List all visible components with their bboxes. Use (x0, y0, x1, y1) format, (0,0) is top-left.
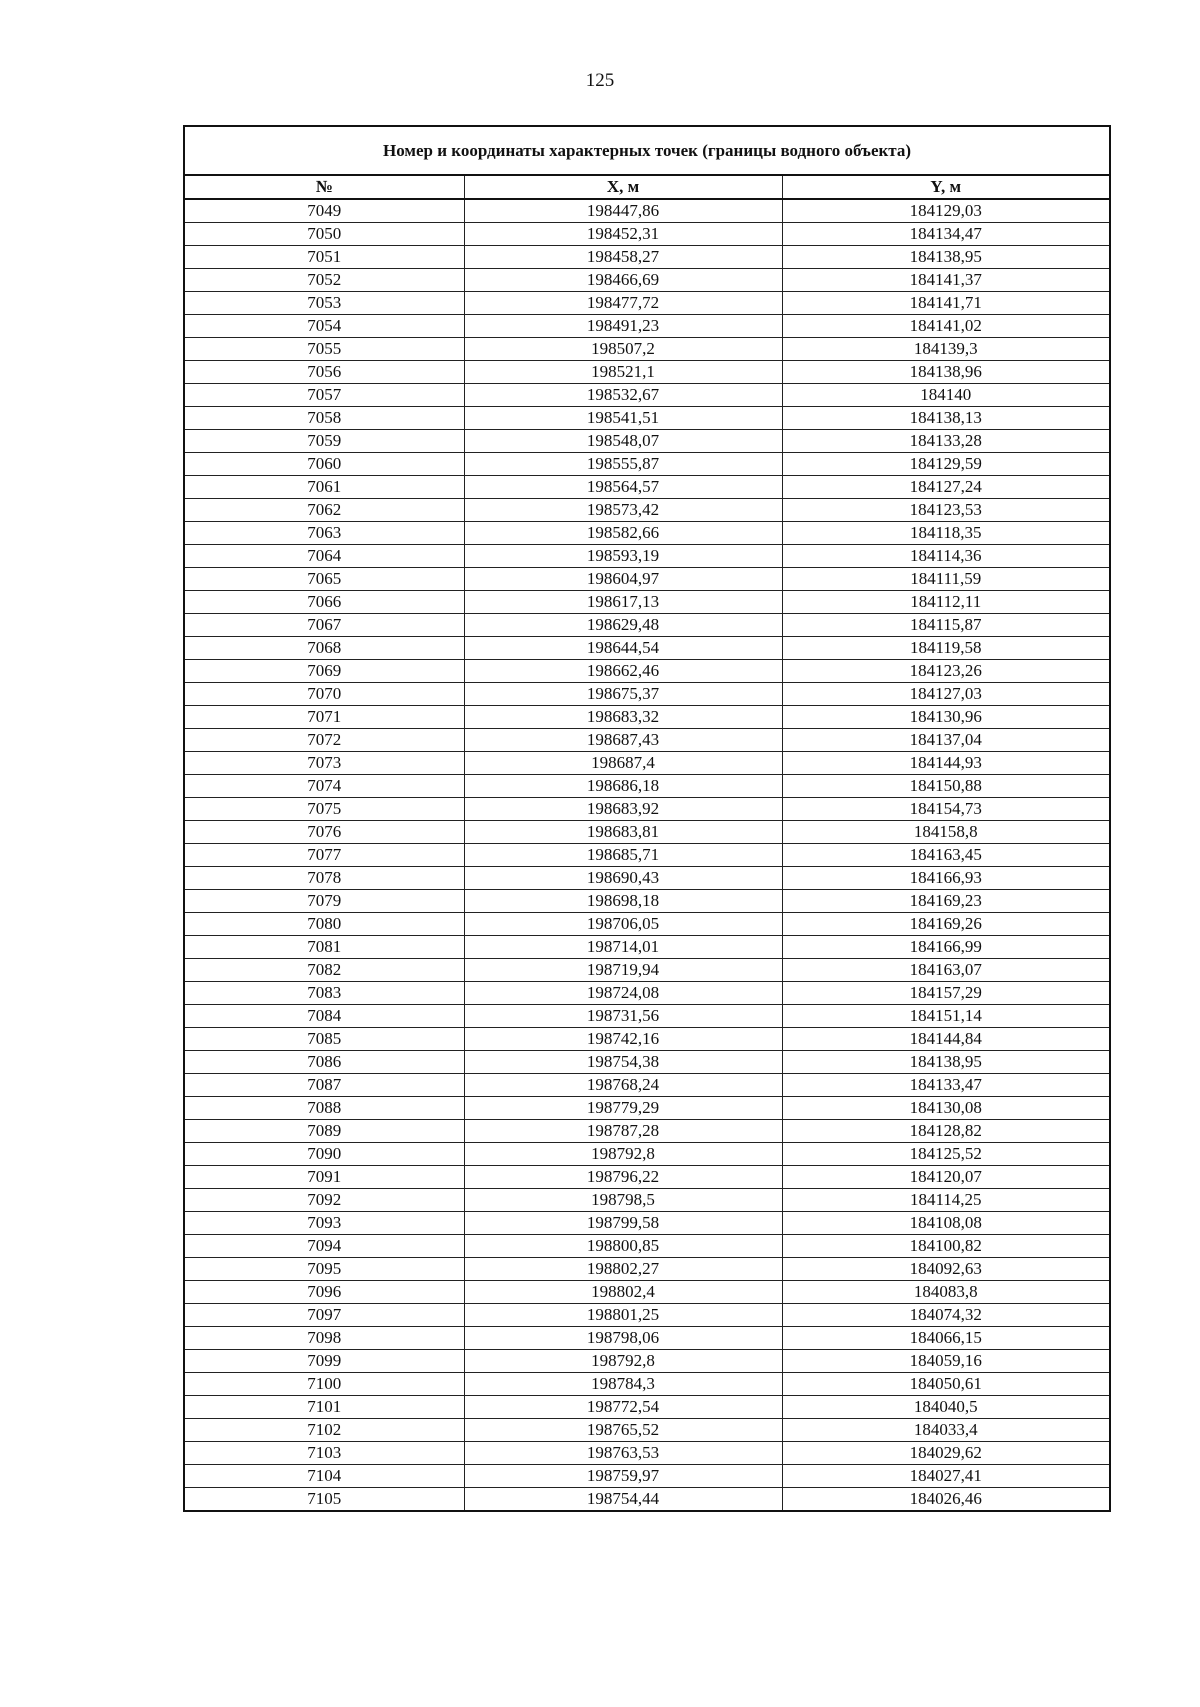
table-row (184, 890, 1110, 913)
table-row (184, 614, 1110, 637)
table-row (184, 798, 1110, 821)
cell-x: 198686,18 (464, 775, 782, 798)
table-row (184, 430, 1110, 453)
table-row (184, 1028, 1110, 1051)
table-row (184, 545, 1110, 568)
cell-x: 198477,72 (464, 292, 782, 315)
cell-number: 7083 (184, 982, 464, 1005)
table-row (184, 568, 1110, 591)
cell-number: 7050 (184, 223, 464, 246)
table-row (184, 1350, 1110, 1373)
cell-number: 7056 (184, 361, 464, 384)
table-row (184, 1373, 1110, 1396)
cell-y: 184111,59 (782, 568, 1110, 591)
cell-x: 198521,1 (464, 361, 782, 384)
cell-x: 198754,38 (464, 1051, 782, 1074)
cell-y: 184114,36 (782, 545, 1110, 568)
table-row (184, 384, 1110, 407)
cell-x: 198617,13 (464, 591, 782, 614)
cell-number: 7070 (184, 683, 464, 706)
table-row (184, 637, 1110, 660)
cell-y: 184141,02 (782, 315, 1110, 338)
cell-number: 7088 (184, 1097, 464, 1120)
cell-number: 7091 (184, 1166, 464, 1189)
cell-number: 7104 (184, 1465, 464, 1488)
cell-x: 198731,56 (464, 1005, 782, 1028)
table-row (184, 246, 1110, 269)
table-row (184, 1005, 1110, 1028)
cell-y: 184163,07 (782, 959, 1110, 982)
table-row (184, 844, 1110, 867)
cell-number: 7080 (184, 913, 464, 936)
cell-x: 198765,52 (464, 1419, 782, 1442)
cell-y: 184157,29 (782, 982, 1110, 1005)
cell-number: 7077 (184, 844, 464, 867)
table-header-row (184, 175, 1110, 199)
cell-number: 7082 (184, 959, 464, 982)
table-row (184, 1189, 1110, 1212)
cell-y: 184129,03 (782, 199, 1110, 223)
table-row (184, 752, 1110, 775)
cell-x: 198629,48 (464, 614, 782, 637)
cell-x: 198555,87 (464, 453, 782, 476)
cell-y: 184127,03 (782, 683, 1110, 706)
cell-number: 7051 (184, 246, 464, 269)
table-row (184, 1327, 1110, 1350)
table-row (184, 729, 1110, 752)
cell-x: 198798,5 (464, 1189, 782, 1212)
cell-y: 184133,47 (782, 1074, 1110, 1097)
table-row (184, 936, 1110, 959)
cell-x: 198799,58 (464, 1212, 782, 1235)
cell-number: 7072 (184, 729, 464, 752)
cell-y: 184138,95 (782, 246, 1110, 269)
cell-y: 184123,26 (782, 660, 1110, 683)
cell-y: 184040,5 (782, 1396, 1110, 1419)
table-row (184, 1120, 1110, 1143)
cell-y: 184163,45 (782, 844, 1110, 867)
cell-y: 184139,3 (782, 338, 1110, 361)
cell-number: 7096 (184, 1281, 464, 1304)
table-row (184, 1281, 1110, 1304)
cell-y: 184100,82 (782, 1235, 1110, 1258)
cell-y: 184108,08 (782, 1212, 1110, 1235)
cell-x: 198772,54 (464, 1396, 782, 1419)
table-row (184, 913, 1110, 936)
table-title-row (184, 126, 1110, 175)
cell-x: 198685,71 (464, 844, 782, 867)
cell-number: 7059 (184, 430, 464, 453)
table-row (184, 775, 1110, 798)
cell-y: 184128,82 (782, 1120, 1110, 1143)
cell-x: 198724,08 (464, 982, 782, 1005)
cell-y: 184140 (782, 384, 1110, 407)
cell-number: 7079 (184, 890, 464, 913)
cell-number: 7081 (184, 936, 464, 959)
cell-y: 184029,62 (782, 1442, 1110, 1465)
cell-number: 7078 (184, 867, 464, 890)
cell-x: 198802,4 (464, 1281, 782, 1304)
cell-y: 184138,13 (782, 407, 1110, 430)
cell-y: 184130,08 (782, 1097, 1110, 1120)
cell-y: 184151,14 (782, 1005, 1110, 1028)
table-row (184, 706, 1110, 729)
table-row (184, 660, 1110, 683)
table-row (184, 522, 1110, 545)
cell-number: 7061 (184, 476, 464, 499)
cell-number: 7086 (184, 1051, 464, 1074)
cell-x: 198675,37 (464, 683, 782, 706)
cell-y: 184166,93 (782, 867, 1110, 890)
cell-x: 198452,31 (464, 223, 782, 246)
table-row (184, 1235, 1110, 1258)
table-row (184, 1419, 1110, 1442)
table-row (184, 361, 1110, 384)
cell-x: 198742,16 (464, 1028, 782, 1051)
cell-x: 198687,4 (464, 752, 782, 775)
cell-y: 184169,23 (782, 890, 1110, 913)
cell-y: 184134,47 (782, 223, 1110, 246)
cell-number: 7102 (184, 1419, 464, 1442)
cell-x: 198507,2 (464, 338, 782, 361)
cell-x: 198698,18 (464, 890, 782, 913)
cell-x: 198532,67 (464, 384, 782, 407)
table-row (184, 476, 1110, 499)
table-row (184, 338, 1110, 361)
cell-number: 7098 (184, 1327, 464, 1350)
cell-y: 184141,71 (782, 292, 1110, 315)
table-row (184, 683, 1110, 706)
cell-y: 184059,16 (782, 1350, 1110, 1373)
cell-y: 184120,07 (782, 1166, 1110, 1189)
cell-y: 184115,87 (782, 614, 1110, 637)
cell-y: 184158,8 (782, 821, 1110, 844)
cell-x: 198801,25 (464, 1304, 782, 1327)
cell-x: 198491,23 (464, 315, 782, 338)
cell-x: 198779,29 (464, 1097, 782, 1120)
table-row (184, 821, 1110, 844)
cell-y: 184074,32 (782, 1304, 1110, 1327)
cell-number: 7066 (184, 591, 464, 614)
table-row (184, 269, 1110, 292)
cell-x: 198754,44 (464, 1488, 782, 1512)
cell-x: 198792,8 (464, 1143, 782, 1166)
table-row (184, 1488, 1110, 1512)
table-title: Номер и координаты характерных точек (границы водного объекта) (184, 126, 1110, 175)
cell-number: 7092 (184, 1189, 464, 1212)
cell-y: 184166,99 (782, 936, 1110, 959)
cell-y: 184169,26 (782, 913, 1110, 936)
cell-number: 7095 (184, 1258, 464, 1281)
page-number: 125 (585, 70, 615, 91)
cell-x: 198768,24 (464, 1074, 782, 1097)
cell-y: 184118,35 (782, 522, 1110, 545)
cell-number: 7087 (184, 1074, 464, 1097)
cell-y: 184144,93 (782, 752, 1110, 775)
table-row (184, 292, 1110, 315)
table-row (184, 959, 1110, 982)
table-row (184, 407, 1110, 430)
cell-x: 198706,05 (464, 913, 782, 936)
cell-x: 198796,22 (464, 1166, 782, 1189)
cell-number: 7099 (184, 1350, 464, 1373)
cell-number: 7076 (184, 821, 464, 844)
cell-y: 184066,15 (782, 1327, 1110, 1350)
cell-number: 7063 (184, 522, 464, 545)
cell-y: 184141,37 (782, 269, 1110, 292)
cell-number: 7101 (184, 1396, 464, 1419)
cell-x: 198683,81 (464, 821, 782, 844)
cell-y: 184138,95 (782, 1051, 1110, 1074)
cell-x: 198683,32 (464, 706, 782, 729)
cell-x: 198763,53 (464, 1442, 782, 1465)
cell-y: 184083,8 (782, 1281, 1110, 1304)
cell-number: 7064 (184, 545, 464, 568)
cell-number: 7103 (184, 1442, 464, 1465)
cell-x: 198690,43 (464, 867, 782, 890)
cell-x: 198800,85 (464, 1235, 782, 1258)
table-row (184, 1304, 1110, 1327)
cell-y: 184092,63 (782, 1258, 1110, 1281)
table-body (184, 199, 1110, 1511)
cell-number: 7097 (184, 1304, 464, 1327)
cell-number: 7057 (184, 384, 464, 407)
cell-number: 7067 (184, 614, 464, 637)
cell-number: 7071 (184, 706, 464, 729)
cell-y: 184033,4 (782, 1419, 1110, 1442)
cell-number: 7074 (184, 775, 464, 798)
cell-y: 184150,88 (782, 775, 1110, 798)
cell-number: 7060 (184, 453, 464, 476)
cell-number: 7058 (184, 407, 464, 430)
cell-number: 7084 (184, 1005, 464, 1028)
table-row (184, 499, 1110, 522)
cell-y: 184114,25 (782, 1189, 1110, 1212)
cell-number: 7054 (184, 315, 464, 338)
column-header-x: X, м (464, 175, 782, 199)
cell-x: 198759,97 (464, 1465, 782, 1488)
cell-y: 184127,24 (782, 476, 1110, 499)
table-row (184, 1396, 1110, 1419)
cell-number: 7052 (184, 269, 464, 292)
cell-y: 184138,96 (782, 361, 1110, 384)
cell-x: 198466,69 (464, 269, 782, 292)
cell-y: 184125,52 (782, 1143, 1110, 1166)
cell-number: 7069 (184, 660, 464, 683)
cell-y: 184026,46 (782, 1488, 1110, 1512)
cell-number: 7075 (184, 798, 464, 821)
cell-y: 184027,41 (782, 1465, 1110, 1488)
cell-x: 198714,01 (464, 936, 782, 959)
cell-y: 184129,59 (782, 453, 1110, 476)
cell-x: 198564,57 (464, 476, 782, 499)
cell-number: 7053 (184, 292, 464, 315)
table-row (184, 199, 1110, 223)
cell-x: 198683,92 (464, 798, 782, 821)
cell-number: 7094 (184, 1235, 464, 1258)
table-row (184, 982, 1110, 1005)
cell-x: 198662,46 (464, 660, 782, 683)
cell-x: 198593,19 (464, 545, 782, 568)
cell-x: 198548,07 (464, 430, 782, 453)
table-row (184, 1166, 1110, 1189)
cell-x: 198719,94 (464, 959, 782, 982)
cell-number: 7085 (184, 1028, 464, 1051)
table-row (184, 867, 1110, 890)
cell-x: 198458,27 (464, 246, 782, 269)
cell-number: 7105 (184, 1488, 464, 1512)
table-row (184, 1051, 1110, 1074)
cell-x: 198784,3 (464, 1373, 782, 1396)
cell-number: 7100 (184, 1373, 464, 1396)
column-header-y: Y, м (782, 175, 1110, 199)
cell-y: 184112,11 (782, 591, 1110, 614)
cell-x: 198447,86 (464, 199, 782, 223)
table-row (184, 1074, 1110, 1097)
table-row (184, 223, 1110, 246)
cell-y: 184154,73 (782, 798, 1110, 821)
cell-y: 184137,04 (782, 729, 1110, 752)
cell-number: 7055 (184, 338, 464, 361)
coordinates-table (183, 125, 1111, 1512)
cell-number: 7068 (184, 637, 464, 660)
table-row (184, 1212, 1110, 1235)
cell-y: 184130,96 (782, 706, 1110, 729)
table-row (184, 1143, 1110, 1166)
table-row (184, 1097, 1110, 1120)
cell-y: 184119,58 (782, 637, 1110, 660)
table-row (184, 1465, 1110, 1488)
cell-x: 198687,43 (464, 729, 782, 752)
cell-y: 184133,28 (782, 430, 1110, 453)
table-row (184, 1442, 1110, 1465)
cell-y: 184123,53 (782, 499, 1110, 522)
table-row (184, 1258, 1110, 1281)
cell-number: 7049 (184, 199, 464, 223)
cell-x: 198604,97 (464, 568, 782, 591)
cell-x: 198798,06 (464, 1327, 782, 1350)
cell-number: 7089 (184, 1120, 464, 1143)
cell-number: 7065 (184, 568, 464, 591)
cell-x: 198792,8 (464, 1350, 782, 1373)
cell-number: 7090 (184, 1143, 464, 1166)
cell-x: 198582,66 (464, 522, 782, 545)
cell-x: 198787,28 (464, 1120, 782, 1143)
cell-number: 7093 (184, 1212, 464, 1235)
cell-y: 184144,84 (782, 1028, 1110, 1051)
table-row (184, 453, 1110, 476)
cell-x: 198644,54 (464, 637, 782, 660)
table-row (184, 315, 1110, 338)
cell-number: 7073 (184, 752, 464, 775)
cell-number: 7062 (184, 499, 464, 522)
table-row (184, 591, 1110, 614)
cell-x: 198541,51 (464, 407, 782, 430)
cell-y: 184050,61 (782, 1373, 1110, 1396)
cell-x: 198802,27 (464, 1258, 782, 1281)
cell-x: 198573,42 (464, 499, 782, 522)
column-header-number: № (184, 175, 464, 199)
